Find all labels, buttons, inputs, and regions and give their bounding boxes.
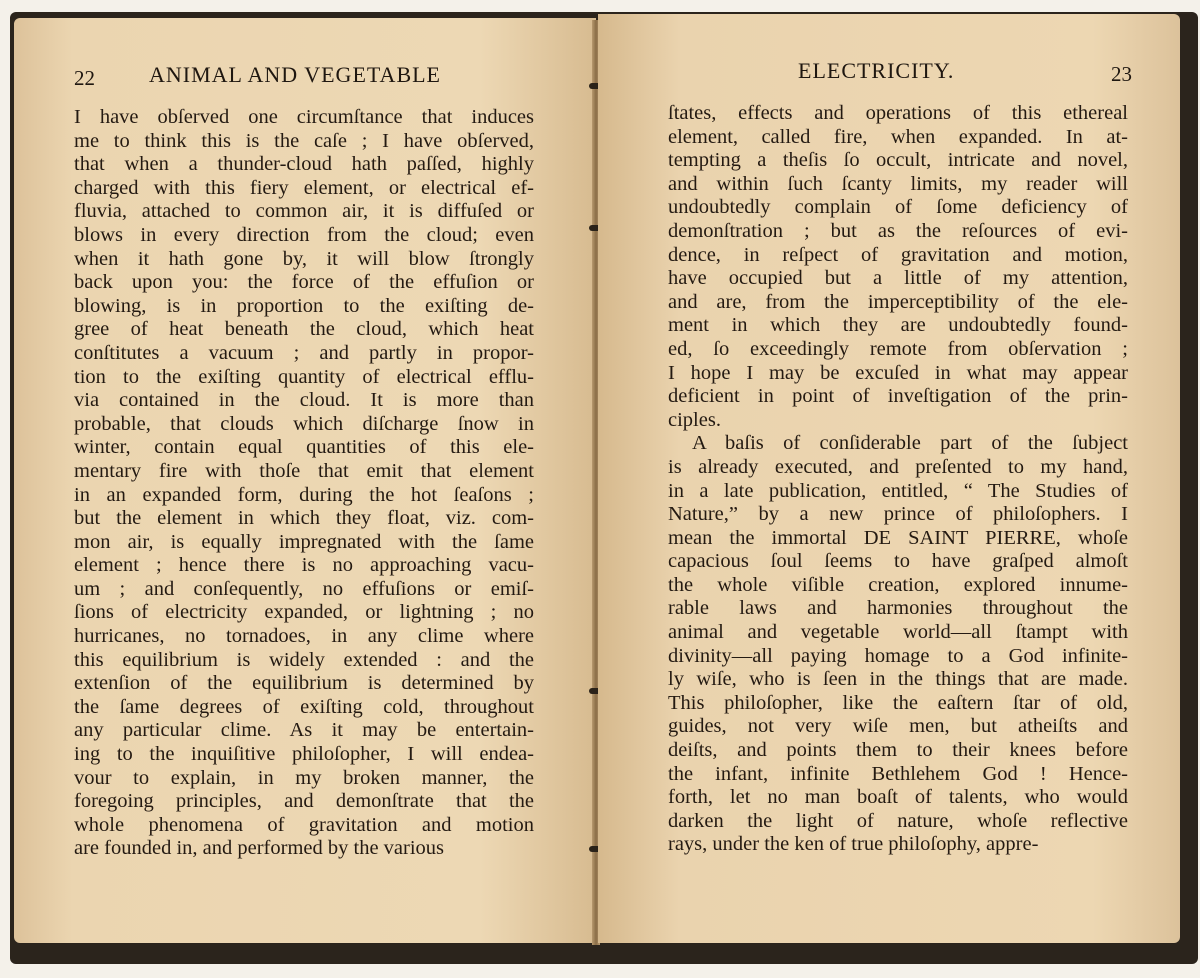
text-line: rays, under the ken of true philoſophy, appre- <box>668 833 1039 856</box>
text-line: dence, in reſpect of gravitation and motion, <box>668 243 1128 266</box>
left-page-number: 22 <box>74 66 95 90</box>
text-line: forth, let no man boaſt of talents, who would <box>668 786 1128 809</box>
text-line: hurricanes, no tornadoes, in any clime where <box>74 625 534 648</box>
text-line: demonſtration ; but as the reſources of evi- <box>668 219 1128 242</box>
text-line: ciples. <box>668 408 721 431</box>
text-line: back upon you: the force of the effuſion or <box>74 271 534 294</box>
text-line: guides, not very wiſe men, but atheiſts and <box>668 715 1128 738</box>
text-line: Nature,” by a new prince of philoſophers. I <box>668 503 1128 526</box>
text-line: darken the light of nature, whoſe reflective <box>668 809 1128 832</box>
text-line: charged with this fiery element, or electrical ef- <box>74 176 534 199</box>
right-running-head-title: ELECTRICITY. <box>798 58 955 83</box>
right-body-text <box>668 102 1128 857</box>
right-page-number: 23 <box>1111 62 1132 86</box>
text-line: that when a thunder-cloud hath paſſed, highly <box>74 153 534 176</box>
text-line: element, called fire, when expanded. In at- <box>668 125 1128 148</box>
text-line: are founded in, and performed by the various <box>74 837 445 860</box>
left-running-head <box>14 62 596 102</box>
text-line: and are, from the imperceptibility of the ele- <box>668 290 1128 313</box>
text-line: vour to explain, in my broken manner, the <box>74 766 534 789</box>
text-line: tion to the exiſting quantity of electrical efflu- <box>74 365 534 388</box>
text-line: blowing, is in proportion to the exiſting de- <box>74 294 534 317</box>
text-line: foregoing principles, and demonſtrate that the <box>74 790 534 813</box>
text-line: any particular clime. As it may be entertain- <box>74 719 534 742</box>
text-line: A baſis of conſiderable part of the ſubject <box>692 432 1128 455</box>
text-line: extenſion of the equilibrium is determined by <box>74 672 534 695</box>
text-line: have occupied but a little of my attention, <box>668 267 1128 290</box>
text-line: me to think this is the caſe ; I have obſerved, <box>74 129 534 152</box>
text-line: ing to the inquiſitive philoſopher, I will endea- <box>74 743 534 766</box>
text-line: and within ſuch ſcanty limits, my reader will <box>668 172 1128 195</box>
text-line: gree of heat beneath the cloud, which heat <box>74 318 534 341</box>
text-line: This philoſopher, like the eaſtern ſtar of old, <box>668 691 1128 714</box>
text-line: conſtitutes a vacuum ; and partly in propor- <box>74 341 534 364</box>
text-line: this equilibrium is widely extended : and the <box>74 648 534 671</box>
left-body-text <box>74 106 534 861</box>
text-line: mon air, is equally impregnated with the ſame <box>74 530 534 553</box>
text-line: ment in which they are undoubtedly found- <box>668 314 1128 337</box>
text-line: via contained in the cloud. It is more than <box>74 389 534 412</box>
text-line: blows in every direction from the cloud; even <box>74 223 534 246</box>
right-running-head <box>598 58 1180 98</box>
text-line: fluvia, attached to common air, it is diffuſed or <box>74 200 534 223</box>
text-line: ſions of electricity expanded, or lightning ; no <box>74 601 534 624</box>
text-line: mean the immortal DE SAINT PIERRE, whoſe <box>668 526 1128 549</box>
text-line: deficient in point of inveſtigation of the prin- <box>668 385 1128 408</box>
right-page <box>598 14 1180 943</box>
text-line: divinity—all paying homage to a God infinite- <box>668 644 1128 667</box>
text-line: but the element in which they float, viz. com- <box>74 507 534 530</box>
text-line: rable laws and harmonies throughout the <box>668 597 1128 620</box>
text-line: when it hath gone by, it will blow ſtrongly <box>74 247 534 270</box>
text-line: undoubtedly complain of ſome deficiency of <box>668 196 1128 219</box>
text-line: I have obſerved one circumſtance that induces <box>74 106 534 128</box>
text-line: tempting a theſis ſo occult, intricate and novel, <box>668 149 1128 172</box>
text-line: ly wiſe, who is ſeen in the things that are made. <box>668 668 1128 691</box>
text-line: um ; and conſequently, no effuſions or emiſ- <box>74 577 534 600</box>
text-line: deiſts, and points them to their knees before <box>668 739 1128 762</box>
text-line: in a late publication, entitled, “ The Studies of <box>668 479 1128 502</box>
text-line: the ſame degrees of exiſting cold, throughout <box>74 695 534 718</box>
text-line: ſtates, effects and operations of this ethereal <box>668 102 1128 124</box>
text-line: the whole viſible creation, explored innume- <box>668 573 1128 596</box>
text-line: I hope I may be excuſed in what may appear <box>668 361 1128 384</box>
left-page <box>14 18 596 943</box>
text-line: in an expanded form, during the hot ſeaſons ; <box>74 483 534 506</box>
left-running-head-title: ANIMAL AND VEGETABLE <box>149 62 441 87</box>
text-line: winter, contain equal quantities of this ele- <box>74 436 534 459</box>
text-line: animal and vegetable world—all ſtampt with <box>668 621 1128 644</box>
text-line: whole phenomena of gravitation and motion <box>74 813 534 836</box>
text-line: capacious ſoul ſeems to have graſped almoſt <box>668 550 1128 573</box>
text-line: ed, ſo exceedingly remote from obſervation ; <box>668 337 1128 360</box>
text-line: the infant, infinite Bethlehem God ! Hence- <box>668 762 1128 785</box>
text-line: is already executed, and preſented to my hand, <box>668 455 1128 478</box>
text-line: mentary fire with thoſe that emit that element <box>74 459 534 482</box>
text-line: probable, that clouds which diſcharge ſnow in <box>74 412 534 435</box>
text-line: element ; hence there is no approaching vacu- <box>74 554 534 577</box>
